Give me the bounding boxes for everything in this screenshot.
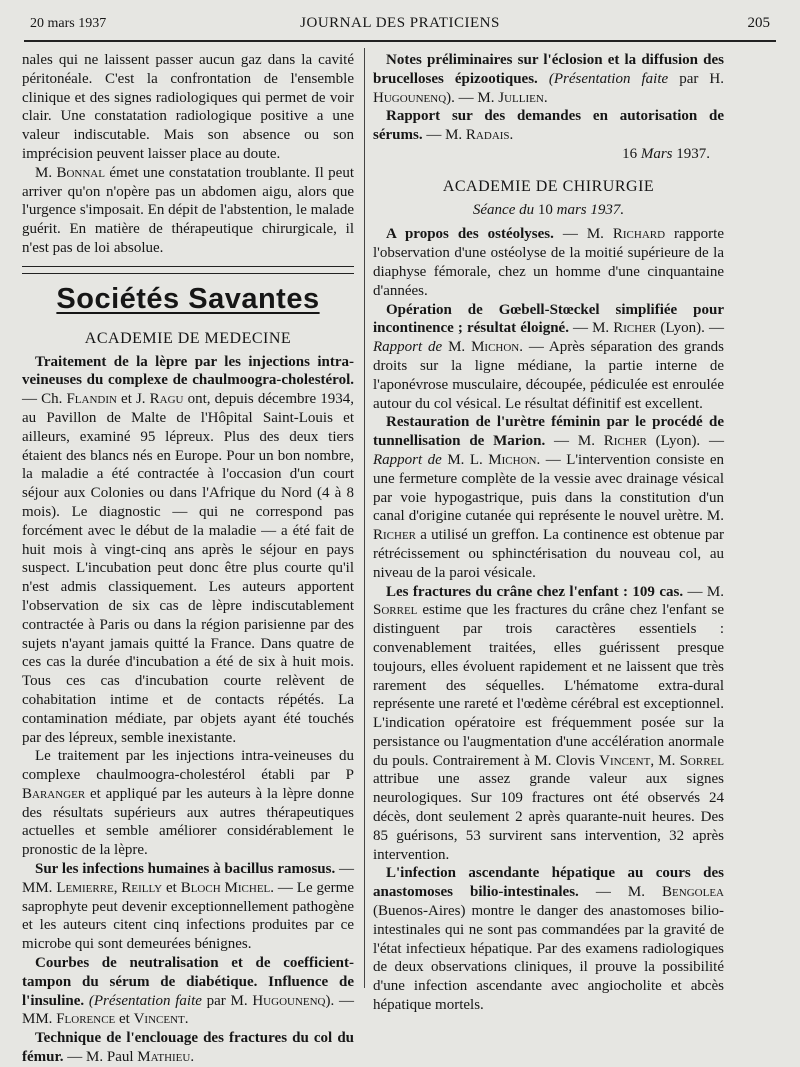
article-serums: Rapport sur des demandes en autorisation de sérums. — M. Radais.	[373, 108, 724, 144]
article-enclouage: Technique de l'enclouage des fractures du col du fémur. — M. Paul Mathieu.	[22, 1030, 354, 1066]
right-column	[373, 51, 724, 1015]
article-heading: Les fractures du crâne chez l'enfant : 109 cas.	[386, 583, 684, 600]
left-column	[22, 51, 354, 1067]
article-ramosus: Sur les infections humaines à bacillus ramosus. — MM. Lemierre, Reilly et Bloch Michel. — Le germe saprophyte peut devenir exceptionnellement pathogène et les auteurs citent cinq infections produites par ce microbe qui sont demeurées bénignes.	[22, 861, 355, 953]
meeting-date: 16 Mars 1937.	[622, 145, 710, 162]
author-name: Bonnal	[56, 164, 105, 181]
article-heading: L'infection ascendante hépatique au cours des anastomoses bilio-intestinales.	[373, 865, 724, 901]
article-osteolyses: A propos des ostéolyses. — M. Richard rapporte l'observation d'une ostéolyse de la moitié supérieure de la diaphyse fémorale, chez un homme d'une cinquantaine d'années.	[373, 226, 724, 299]
issue-date: 20 mars 1937	[30, 16, 107, 31]
article-insuline: Courbes de neutralisation et de coefficient-tampon du sérum de diabétique. Influence de l'insuline. (Présentation faite par M. Hugounenq). — MM. Florence et Vincent.	[22, 955, 354, 1028]
article-heading: Rapport sur des demandes en autorisation de sérums.	[373, 108, 724, 144]
intro-paragraph: nales qui ne laissent passer aucun gaz dans la cavité péritonéale. C'est la confrontation de l'ensemble clinique et des signes radiologiques qui permet de voir clair. Une constatation radiologique positive a une valeur indiscutable. Mais son absence ou son imprécision peuvent laisser place au doute.	[22, 52, 354, 162]
page-number: 205	[747, 15, 770, 31]
article-heading: Technique de l'enclouage des fractures du col du fémur.	[22, 1030, 354, 1066]
article-heading: Notes préliminaires sur l'éclosion et la diffusion des brucelloses épizootiques.	[373, 52, 724, 87]
article-brucelloses: Notes préliminaires sur l'éclosion et la diffusion des brucelloses épizootiques. (Présentation faite par H. Hugounenq). — M. Jullien.	[373, 52, 724, 106]
article-heading: Restauration de l'urètre féminin par le procédé de tunnellisation de Marion.	[373, 414, 724, 450]
academy-heading: ACADEMIE DE CHIRURGIE	[442, 177, 655, 195]
article-heading: A propos des ostéolyses.	[386, 226, 554, 243]
bonnal-paragraph: M. Bonnal émet une constatation troublante. Il peut arriver qu'on n'opère pas un abdomen aigu, alors que l'urgence s'imposait. En dépit de l'abstention, le malade guérit. En matière de thérapeutique chirurgicale, il n'est pas de loi absolue.	[22, 164, 355, 256]
article-uretre: Restauration de l'urètre féminin par le procédé de tunnellisation de Marion. — M. Richer (Lyon). — Rapport de M. L. Michon. — L'intervention consiste en une fermeture complète de la vessie avec drainage vésical par voie hypogastrique, puis dans la constitution d'un canal d'origine cutanée qui représente le nouvel urètre. M. Richer a utilisé un greffon. La continence est obtenue par rétrécissement ou sphinctérisation du nouveau col, au niveau de la paroi vésicale.	[373, 414, 725, 581]
article-lepre: Traitement de la lèpre par les injections intra-veineuses du complexe de chaulmoogra-cholestérol. — Ch. Flandin et J. Ragu ont, depuis décembre 1934, au Pavillon de Malte de l'Hôpital Saint-Louis et ailleurs, examiné 95 lépreux. Plus des deux tiers étaient des blancs nés en Europe. Pour un bon nombre, la maladie a été contractée à l'occasion d'un court séjour aux Colonies ou dans l'Afrique du Nord (4 à 8 mois). Le diagnostic — qui ne correspond pas forcément avec le début de la maladie — a été fait de huit mois à vingt-cinq ans après le séjour en pays suspect. L'incubation peut donc être plus courte qu'il n'est admis classiquement. Les auteurs apportent l'observation de six cas de lèpre indiscutablement contractée à Paris ou dans la région parisienne par des sujets n'ayant jamais quitté la France. Dans quatre de ces cas la durée d'incubation a été de six à huit mois. Tous ces cas d'incubation courte relèvent de cohabitation intime et de contacts répétés. La contamination médiate, par objets ayant été touchés par des lépreux, semble inexistante.	[22, 353, 354, 746]
article-lepre-treatment: Le traitement par les injections intra-veineuses du complexe chaulmoogra-cholestérol établi par P Baranger et appliqué par les auteurs à la lèpre donne des résultats supérieurs aux autres thérapeutiques actuelles et semble améliorer considérablement le pronostic de la lèpre.	[22, 748, 354, 859]
academy-heading: ACADEMIE DE MEDECINE	[84, 329, 292, 347]
section-divider	[22, 266, 354, 274]
article-heading: Opération de Gœbell-Stœckel simplifiée pour incontinence ; résultat éloigné.	[373, 301, 724, 337]
article-infection-hepatique: L'infection ascendante hépatique au cours des anastomoses bilio-intestinales. — M. Bengolea (Buenos-Aires) montre le danger des anastomoses bilio-intestinales qui ne sont pas commandées par la gravité de l'état infectieux hépatique. Par des examens radiologiques de deux observations cliniques, il prouve la possibilité d'une infection ascendante avec angiocholite et abcès hépatique mortels.	[373, 865, 724, 1014]
article-fractures-crane: Les fractures du crâne chez l'enfant : 109 cas. — M. Sorrel estime que les fractures du crâne chez l'enfant se distinguent par trois caractères essentiels : convenablement traitées, elles guérissent presque toujours, elles évoluent rapidement et ne laissent que très rarement des séquelles. L'hématome extra-dural représente une rareté et l'œdème cérébral est exceptionnel. L'indication opératoire est fréquemment posée sur la persistance ou l'augmentation d'une accélération anormale du pouls. Contrairement à M. Clovis Vincent, M. Sorrel attribue une assez grande valeur aux signes neurologiques. Sur 109 fractures ont été observés 24 décès, dont seulement 2 après quarante-nuit heures. Des 85 guérisons, 53 survirent sans intervention, 32 après intervention.	[373, 583, 724, 863]
journal-title: JOURNAL DES PRATICIENS	[300, 15, 500, 31]
session-date: Séance du 10 mars 1937.	[472, 201, 625, 218]
article-goebell: Opération de Gœbell-Stœckel simplifiée pour incontinence ; résultat éloigné. — M. Richer (Lyon). — Rapport de M. Michon. — Après séparation des grands droits sur la ligne médiane, la partie interne de l'aponévrose musculaire, découpée, pédiculée est enroulée autour du col vésical. Le résultat définitif est excellent.	[373, 301, 725, 412]
article-heading: Sur les infections humaines à bacillus ramosus.	[35, 861, 336, 878]
article-heading: Traitement de la lèpre par les injections intra-veineuses du complexe de chaulmoogra-cholestérol.	[22, 353, 354, 389]
column-divider	[364, 48, 365, 988]
section-title: Sociétés Savantes	[56, 282, 320, 315]
article-heading: Courbes de neutralisation et de coefficient-tampon du sérum de diabétique. Influence de l'insuline.	[22, 955, 354, 1009]
page-header	[30, 14, 770, 34]
header-rule	[24, 40, 776, 42]
